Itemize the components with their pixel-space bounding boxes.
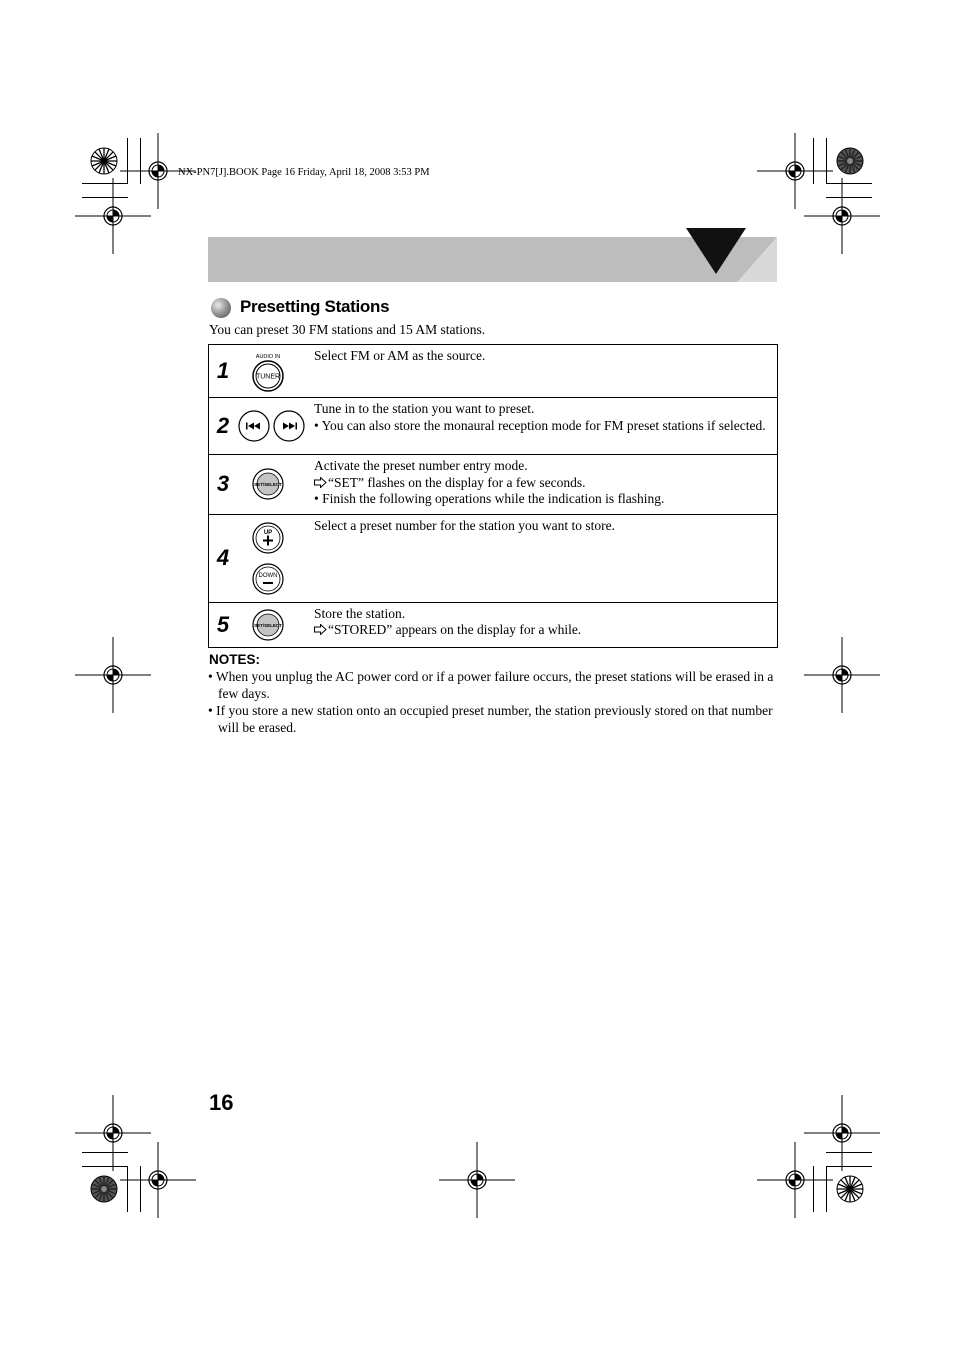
step-text: Select FM or AM as the source. [314, 348, 486, 363]
step-number: 4 [209, 514, 238, 602]
prev-next-buttons-icon [237, 408, 313, 444]
tuner-button-icon [237, 347, 313, 395]
svg-text:AUDIO IN: AUDIO IN [255, 354, 281, 360]
steps-table [208, 344, 778, 648]
result-arrow-icon [314, 622, 328, 639]
notes-title: NOTES: [209, 652, 261, 667]
step-number: 2 [209, 398, 238, 455]
step-text: Activate the preset number entry mode. [314, 458, 528, 473]
up-down-buttons-icon [237, 517, 313, 599]
svg-text:SET/SELECT: SET/SELECT [254, 622, 282, 628]
step-text: • Finish the following operations while the indication is flashing. [314, 491, 665, 506]
bullet-icon [211, 298, 231, 318]
step-row [209, 345, 778, 398]
step-text: “SET” flashes on the display for a few seconds. [328, 474, 586, 490]
section-intro: You can preset 30 FM stations and 15 AM stations. [209, 322, 486, 337]
step-number: 3 [209, 455, 238, 515]
step-number: 1 [209, 345, 238, 398]
step-text: Select a preset number for the station you want to store. [314, 517, 616, 533]
step-row [209, 602, 778, 647]
step-text: Tune in to the station you want to preset. [314, 401, 535, 416]
book-info-line: NX-PN7[J].BOOK Page 16 Friday, April 18, 2008 3:53 PM [178, 167, 430, 178]
page-number: 16 [209, 1090, 234, 1115]
step-number: 5 [209, 602, 238, 647]
step-text: “STORED” appears on the display for a while. [328, 622, 582, 637]
svg-text:DOWN: DOWN [258, 573, 278, 579]
note-item: • If you store a new station onto an occupied preset number, the station previously stored on that number will be erased. [208, 703, 773, 735]
svg-text:SET/SELECT: SET/SELECT [254, 482, 282, 488]
section-title: Presetting Stations [240, 297, 390, 316]
set-select-button-icon [237, 466, 313, 502]
step-row [209, 398, 778, 455]
step-row [209, 514, 778, 602]
down-arrow-icon [686, 228, 746, 274]
note-item: • When you unplug the AC power cord or if a power failure occurs, the preset stations will be erased in a few days. [208, 669, 774, 701]
set-select-button-icon [237, 607, 313, 643]
step-text: Store the station. [314, 605, 406, 621]
step-text: • You can also store the monaural reception mode for FM preset stations if selected. [314, 417, 766, 433]
svg-text:UP: UP [263, 530, 273, 536]
step-row [209, 455, 778, 515]
notes-list [208, 668, 780, 736]
result-arrow-icon [314, 475, 328, 492]
svg-text:TUNER: TUNER [255, 373, 281, 381]
